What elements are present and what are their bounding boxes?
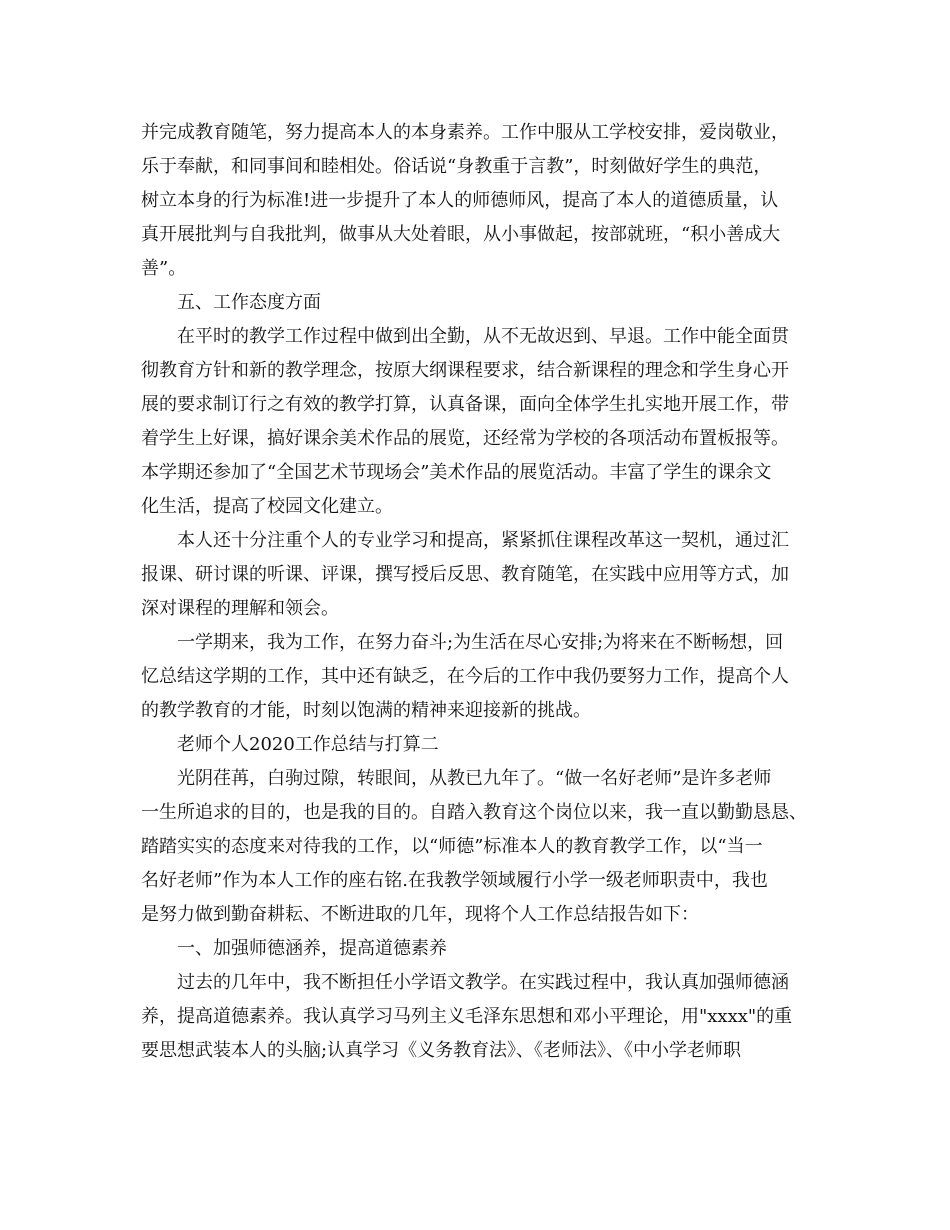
section-heading: 五、工作态度方面 — [177, 292, 321, 313]
text-line: 深对课程的理解和领会。 — [141, 598, 339, 619]
text-line: 名好老师”作为本人工作的座右铭.在我教学领域履行小学一级老师职责中，我也 — [141, 870, 768, 891]
text-line: 的教学教育的才能，时刻以饱满的精神来迎接新的挑战。 — [141, 700, 591, 721]
text-line: 过去的几年中，我不断担任小学语文教学。在实践过程中，我认真加强师德涵 — [177, 972, 789, 993]
text-line: 一生所追求的目的，也是我的目的。自踏入教育这个岗位以来，我一直以勤勤恳恳、 — [141, 802, 807, 823]
section-heading: 一、加强师德涵养，提高道德素养 — [177, 938, 447, 959]
document-body — [141, 116, 809, 1068]
text-line: 本人还十分注重个人的专业学习和提高，紧紧抓住课程改革这一契机，通过汇 — [177, 530, 789, 551]
text-line: 着学生上好课，搞好课余美术作品的展览，还经常为学校的各项活动布置板报等。 — [141, 428, 789, 449]
text-line: 是努力做到勤奋耕耘、不断进取的几年，现将个人工作总结报告如下： — [141, 904, 699, 925]
text-line: 展的要求制订行之有效的教学打算，认真备课，面向全体学生扎实地开展工作，带 — [141, 394, 789, 415]
text-line: 一学期来，我为工作，在努力奋斗;为生活在尽心安排;为将来在不断畅想，回 — [177, 632, 784, 653]
text-line: 树立本身的行为标准!进一步提升了本人的师德师风，提高了本人的道德质量，认 — [141, 190, 779, 211]
text-line: 养，提高道德素养。我认真学习马列主义毛泽东思想和邓小平理论，用"xxxx"的重 — [141, 1006, 793, 1027]
text-line: 彻教育方针和新的教学理念，按原大纲课程要求，结合新课程的理念和学生身心开 — [141, 360, 789, 381]
text-line: 忆总结这学期的工作，其中还有缺乏，在今后的工作中我仍要努力工作，提高个人 — [141, 666, 789, 687]
text-line: 真开展批判与自我批判，做事从大处着眼，从小事做起，按部就班，“积小善成大 — [141, 224, 781, 245]
text-line: 在平时的教学工作过程中做到出全勤，从不无故迟到、早退。工作中能全面贯 — [177, 326, 789, 347]
text-line: 善”。 — [141, 258, 187, 279]
document-subtitle: 老师个人2020工作总结与打算二 — [177, 734, 439, 755]
text-line: 化生活，提高了校园文化建立。 — [141, 496, 393, 517]
text-line: 乐于奉献，和同事间和睦相处。俗话说“身教重于言教”，时刻做好学生的典范， — [141, 156, 772, 177]
text-line: 踏踏实实的态度来对待我的工作，以“师德”标准本人的教育教学工作，以“当一 — [141, 836, 763, 857]
text-line: 要思想武装本人的头脑;认真学习《义务教育法》、《老师法》、《中小学老师职 — [141, 1040, 742, 1061]
text-line: 并完成教育随笔，努力提高本人的本身素养。工作中服从工学校安排，爱岗敬业， — [141, 122, 789, 143]
text-line: 光阴荏苒，白驹过隙，转眼间，从教已九年了。“做一名好老师”是许多老师 — [177, 768, 772, 789]
text-line: 本学期还参加了“全国艺术节现场会”美术作品的展览活动。丰富了学生的课余文 — [141, 462, 772, 483]
text-line: 报课、研讨课的听课、评课，撰写授后反思、教育随笔，在实践中应用等方式，加 — [141, 564, 789, 585]
